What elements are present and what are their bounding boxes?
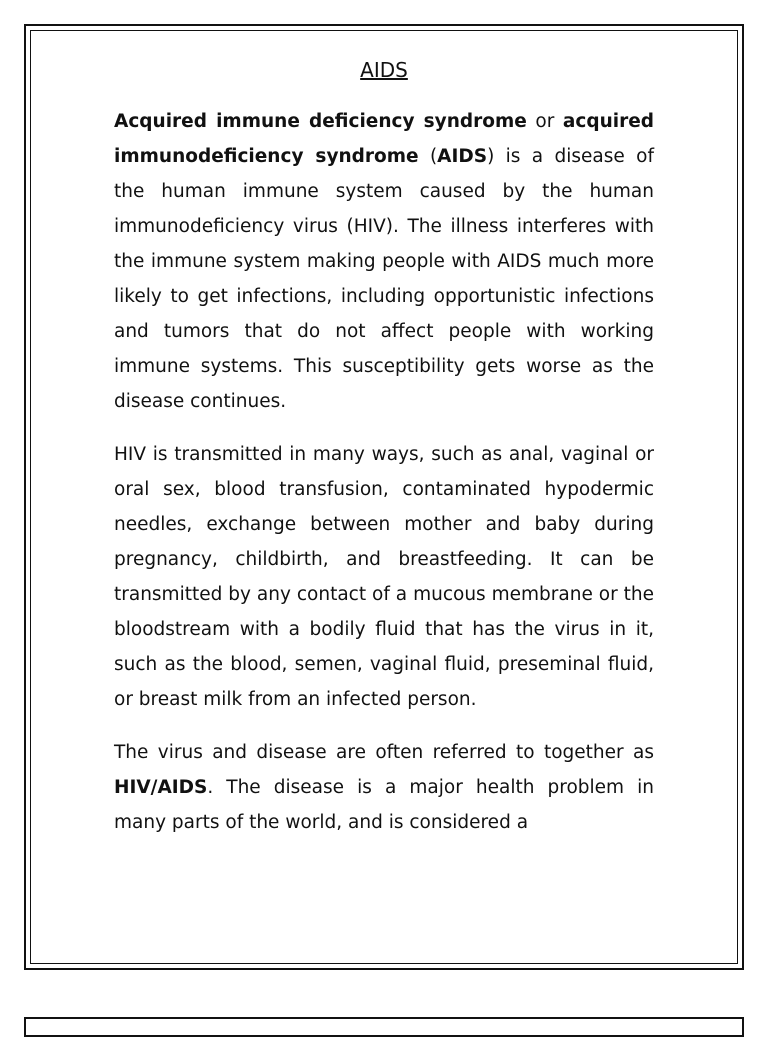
text-hiv-aids-intro: The virus and disease are often referred to together as (114, 742, 654, 763)
next-page-border (24, 1017, 744, 1037)
term-hiv-aids: HIV/AIDS (114, 777, 208, 798)
term-aids: AIDS (437, 146, 488, 167)
document-title: AIDS (360, 58, 408, 82)
paragraph-definition (114, 104, 654, 419)
text-hiv-aids-rest: . The disease is a major health problem in many parts of the world, and is considered a (114, 777, 654, 833)
text-definition-rest: ) is a disease of the human immune system caused by the human immunodeficiency virus (HIV). The illness interferes with the immune system making people with AIDS much more likely to get infections, including opportunistic infections and tumors that do not affect people with working immune systems. This susceptibility gets worse as the disease continues. (114, 146, 654, 412)
text-open-paren: ( (418, 146, 438, 167)
document-body (114, 54, 654, 858)
text-or: or (526, 111, 563, 132)
paragraph-transmission: HIV is transmitted in many ways, such as anal, vaginal or oral sex, blood transfusion, contaminated hypodermic needles, exchange between mother and baby during pregnancy, childbirth, and breastfeeding. It can be transmitted by any contact of a mucous membrane or the bloodstream with a bodily fluid that has the virus in it, such as the blood, semen, vaginal fluid, preseminal fluid, or breast milk from an infected person. (114, 444, 654, 710)
term-acquired-immunodeficiency: acquired immunodeficiency syndrome (114, 111, 654, 167)
term-acquired-immune: Acquired immune deficiency syndrome (114, 111, 527, 132)
paragraph-hiv-aids (114, 735, 654, 840)
